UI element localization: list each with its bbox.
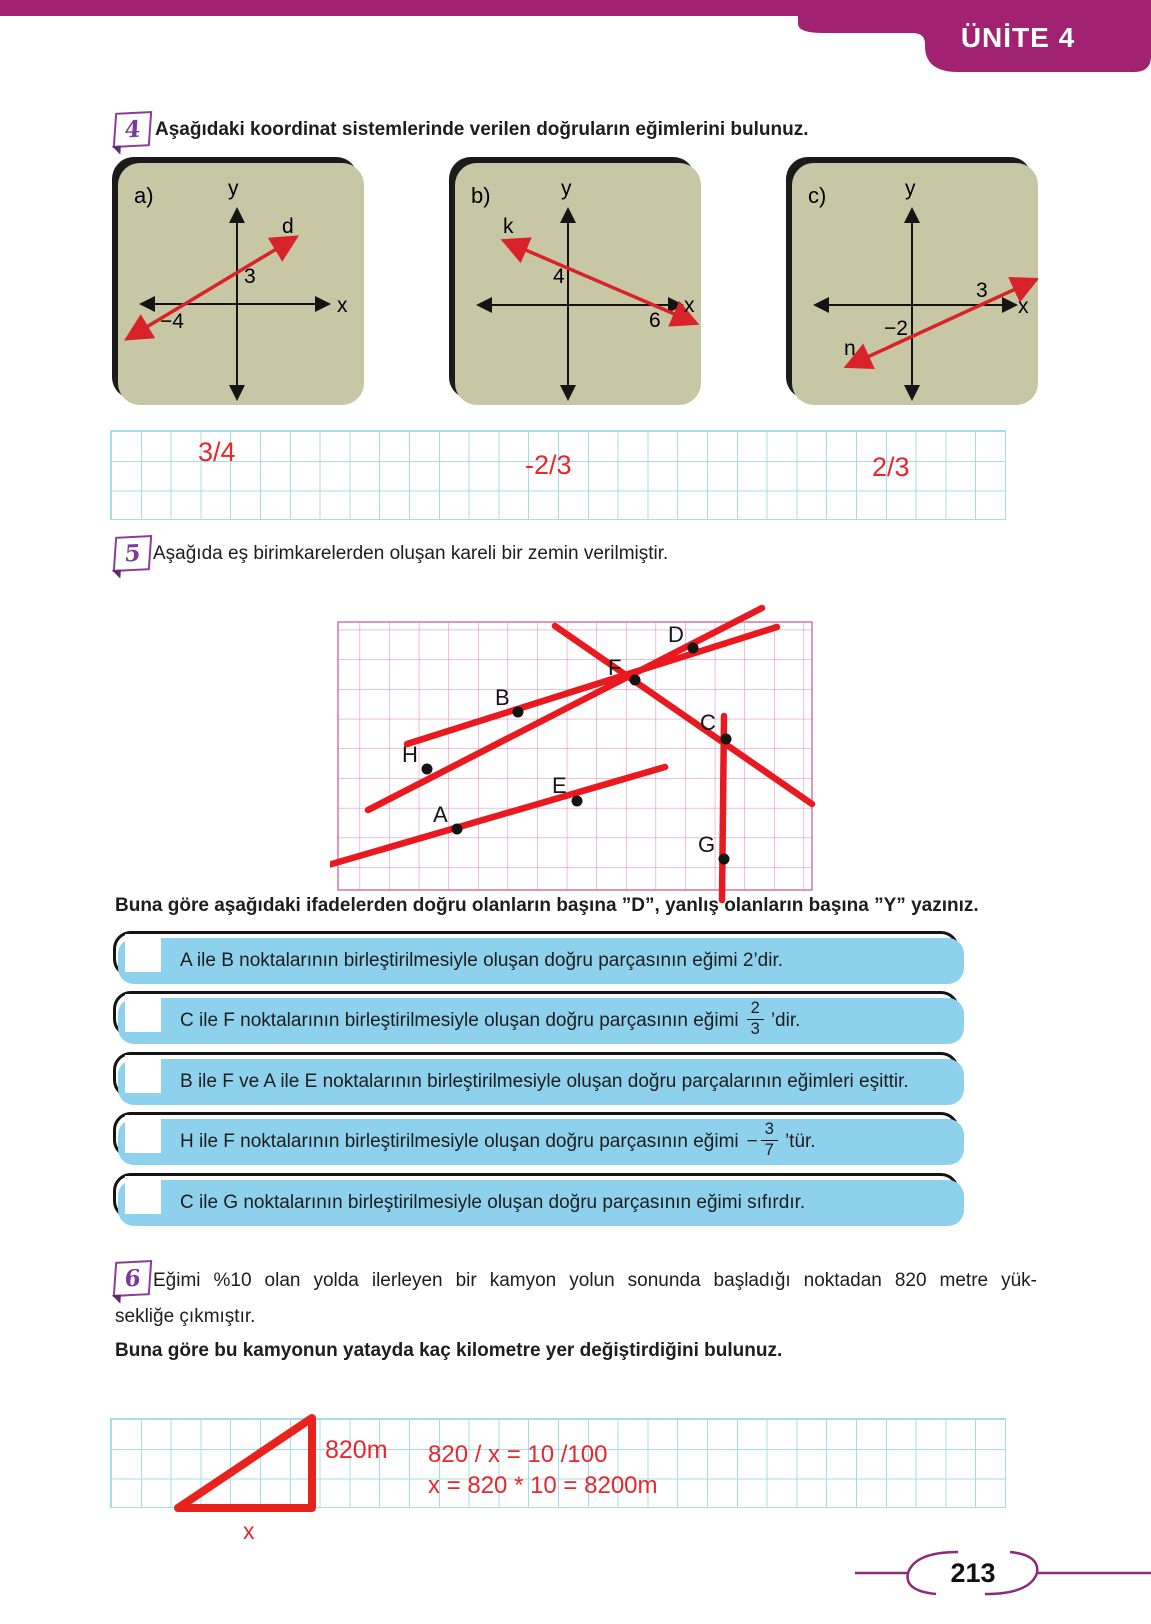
statement-row-4	[118, 1119, 964, 1167]
point-B	[513, 707, 524, 718]
y-axis-label: y	[228, 177, 239, 200]
x-axis-label: x	[684, 294, 695, 317]
point-D	[688, 643, 699, 654]
line-d	[130, 239, 293, 337]
page-number: 213	[950, 1558, 996, 1588]
question-5-prompt: Aşağıda eş birimkarelerden oluşan kareli bir zemin verilmiştir.	[153, 543, 669, 564]
fraction-numerator: 2	[747, 1000, 764, 1019]
statement-text: C ile G noktalarının birleştirilmesiyle oluşan doğru parçasının eğimi sıfırdır.	[180, 1192, 806, 1213]
statement-suffix: ’dir.	[770, 1010, 801, 1031]
graph-c-label: c)	[808, 183, 827, 208]
line-d-label: d	[282, 215, 294, 238]
point-H	[422, 764, 433, 775]
question-6-badge	[113, 1260, 152, 1297]
question-5-number: 5	[123, 539, 142, 568]
fraction-denominator: 3	[750, 1019, 760, 1038]
line-k-label: k	[503, 215, 514, 238]
point-C	[721, 734, 732, 745]
graph-card-b	[455, 163, 701, 405]
question-6-number: 6	[123, 1264, 142, 1293]
statement-suffix: ’tür.	[784, 1131, 816, 1152]
line-n-label: n	[844, 337, 856, 360]
question-6-bold-prompt: Buna göre bu kamyonun yatayda kaç kilometre yer değiştirdiğini bulunuz.	[115, 1340, 783, 1361]
q6-work-line1: 820 / x = 10 /100	[428, 1441, 608, 1468]
fraction-numerator: 3	[761, 1121, 778, 1140]
q5-instruction: Buna göre aşağıdaki ifadelerden doğru olanların başına ”D”, yanlış olanların başına ”Y” yazınız.	[115, 895, 979, 916]
point-G-label: G	[698, 832, 716, 857]
y-intercept-label: −2	[884, 317, 908, 340]
point-B-label: B	[495, 685, 510, 710]
statement-row-1	[118, 938, 964, 986]
x-axis-label: x	[1018, 295, 1029, 318]
x-axis-label: x	[337, 294, 348, 317]
statement-text: B ile F ve A ile E noktalarının birleştirilmesiyle oluşan doğru parçalarının eğimleri eşittir.	[180, 1071, 909, 1092]
q4-answer-c: 2/3	[872, 452, 910, 482]
line-k	[507, 242, 693, 322]
graph-card-a	[118, 163, 364, 405]
q4-answer-b: -2/3	[525, 450, 572, 480]
answer-box	[125, 994, 161, 1032]
point-E-label: E	[552, 773, 567, 798]
point-A-label: A	[433, 802, 448, 827]
statement-text: C ile F noktalarının birleştirilmesiyle oluşan doğru parçasının eğimi	[180, 1010, 739, 1031]
graph-card-c	[792, 163, 1038, 405]
q6-work-line2: x = 820 * 10 = 8200m	[428, 1472, 658, 1499]
fraction-sign: −	[746, 1131, 758, 1152]
point-C-label: C	[700, 710, 716, 735]
q4-answer-a: 3/4	[198, 437, 236, 467]
answer-box	[125, 1176, 161, 1214]
statement-row-3	[118, 1059, 964, 1107]
point-G	[719, 854, 730, 865]
question-4-badge	[113, 111, 152, 148]
graph-a-label: a)	[134, 183, 154, 208]
statement-row-2	[118, 998, 964, 1046]
unit-title: ÜNİTE 4	[960, 22, 1076, 53]
statement-text: H ile F noktalarının birleştirilmesiyle oluşan doğru parçasının eğimi	[180, 1131, 739, 1152]
slope-triangle	[150, 1405, 470, 1530]
question-4-number: 4	[123, 115, 142, 144]
statement-text: A ile B noktalarının birleştirilmesiyle oluşan doğru parçasının eğimi 2’dir.	[180, 950, 784, 971]
x-intercept-label: 6	[649, 309, 661, 332]
question-6-prompt-line1: Eğimi %10 olan yolda ilerleyen bir kamyon yolun sonunda başladığı noktadan 820 metre yük-	[153, 1270, 1037, 1291]
triangle-base-label: x	[243, 1518, 255, 1544]
point-F-label: F	[608, 655, 622, 680]
y-intercept-label: 4	[553, 265, 565, 288]
q5-grid-figure	[330, 600, 820, 905]
question-5-badge	[113, 535, 152, 572]
line-n	[850, 281, 1033, 365]
point-F	[630, 675, 641, 686]
point-H-label: H	[402, 742, 418, 767]
graph-b-label: b)	[471, 183, 491, 208]
y-intercept-label: 3	[244, 265, 256, 288]
fraction	[747, 1000, 764, 1038]
point-A	[452, 824, 463, 835]
question-6-prompt-line2: sekliğe çıkmıştır.	[115, 1306, 256, 1327]
fraction-denominator: 7	[764, 1140, 774, 1159]
triangle-path	[178, 1418, 312, 1508]
answer-box	[125, 934, 161, 972]
triangle-height-label: 820m	[325, 1436, 388, 1464]
answer-box	[125, 1115, 161, 1153]
answer-box	[125, 1055, 161, 1093]
y-axis-label: y	[905, 177, 916, 200]
point-D-label: D	[668, 622, 684, 647]
statement-row-5	[118, 1180, 964, 1228]
page-number-ornament	[840, 1545, 1151, 1601]
y-axis-label: y	[561, 177, 572, 200]
x-intercept-label: −4	[160, 310, 184, 333]
fraction	[761, 1121, 778, 1159]
question-4-prompt: Aşağıdaki koordinat sistemlerinde verilen doğruların eğimlerini bulunuz.	[155, 119, 809, 140]
x-intercept-label: 3	[976, 279, 988, 302]
point-E	[572, 796, 583, 807]
